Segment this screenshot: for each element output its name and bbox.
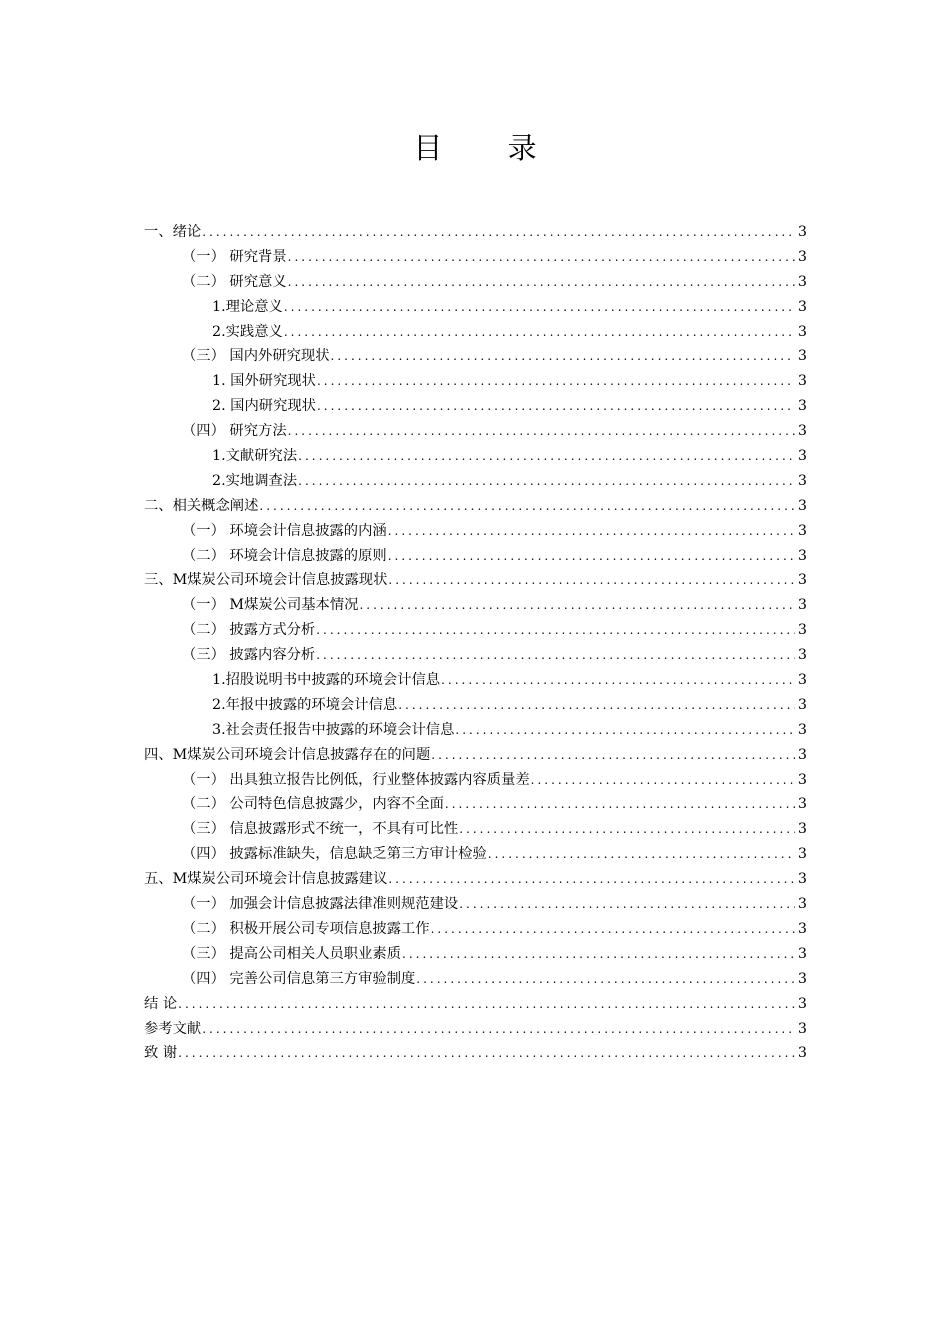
toc-entry-label: （二） 披露方式分析 [182,622,316,639]
toc-entry-page: 3 [797,423,807,440]
dot-leader [359,593,794,618]
toc-entry[interactable] [144,1017,807,1042]
dot-leader [316,618,795,643]
toc-entry-page: 3 [797,448,807,465]
toc-entry[interactable] [144,270,807,295]
toc-entry[interactable] [144,544,807,569]
toc-entry-label: 1.招股说明书中披露的环境会计信息 [212,672,441,689]
toc-entry-label: 三、M煤炭公司环境会计信息披露现状 [144,572,388,589]
toc-entry-page: 3 [797,224,807,240]
toc-entry[interactable] [144,419,807,444]
toc-entry-page: 3 [797,796,807,813]
toc-entry-label: （三） 国内外研究现状 [182,348,330,365]
dot-leader [388,519,795,544]
toc-entry-label: 2.年报中披露的环境会计信息 [212,696,398,713]
toc-entry[interactable] [144,394,807,419]
dot-leader [388,568,795,593]
toc-entry-label: （三） 披露内容分析 [182,647,316,664]
dot-leader [316,643,795,668]
toc-entry-label: 1.文献研究法 [212,448,298,465]
toc-entry-page: 3 [797,472,807,489]
toc-entry[interactable] [144,494,807,519]
toc-entry-label: 1. 国外研究现状 [212,373,316,390]
dot-leader [331,344,795,369]
toc-entry-label: （一） 研究背景 [182,248,287,265]
toc-entry[interactable] [144,295,807,320]
toc-entry[interactable] [144,320,807,345]
toc-entry-label: （一） 环境会计信息披露的内涵 [182,522,387,539]
toc-entry[interactable] [144,643,807,668]
toc-entry-page: 3 [797,746,807,763]
dot-leader [288,419,795,444]
toc-entry[interactable] [144,917,807,942]
toc-entry-label: （一） 加强会计信息披露法律准则规范建设 [182,896,459,913]
toc-entry-label: （二） 环境会计信息披露的原则 [182,547,387,564]
dot-leader [398,693,795,718]
toc-entry-page: 3 [797,672,807,689]
toc-entry-page: 3 [797,721,807,738]
toc-entry-page: 3 [797,771,807,788]
toc-entry[interactable] [144,743,807,768]
dot-leader [298,444,795,469]
dot-leader [431,743,795,768]
toc-entry-label: 2.实践意义 [212,323,283,340]
toc-entry-page: 3 [797,821,807,838]
toc-entry[interactable] [144,369,807,394]
toc-entry-page: 3 [797,298,807,315]
toc-entry-label: （四） 完善公司信息第三方审验制度 [182,970,416,987]
toc-entry[interactable] [144,817,807,842]
dot-leader [298,469,795,494]
toc-entry[interactable] [144,444,807,469]
toc-entry[interactable] [144,593,807,618]
dot-leader [388,867,795,892]
toc-entry-label: 四、M煤炭公司环境会计信息披露存在的问题 [144,746,431,763]
toc-entry-page: 3 [797,597,807,614]
toc-entry-label: （二） 公司特色信息披露少，内容不全面 [182,796,444,813]
toc-entry-label: 2.实地调查法 [212,472,298,489]
toc-entry-page: 3 [797,348,807,365]
dot-leader [284,295,795,320]
toc-entry-page: 3 [797,647,807,664]
toc-entry-page: 3 [797,497,807,514]
toc-entry-page: 3 [797,896,807,913]
dot-leader [284,320,795,345]
toc-entry-label: 一、绪论 [144,224,202,240]
toc-entry-page: 3 [797,572,807,589]
toc-entry-page: 3 [797,995,807,1012]
toc-entry-label: 致 谢 [144,1045,178,1062]
dot-leader [445,792,795,817]
toc-entry-label: （四） 披露标准缺失，信息缺乏第三方审计检验 [182,846,487,863]
toc-entry-label: 结 论 [144,995,178,1012]
toc-entry[interactable] [144,220,807,245]
toc-entry-label: 2. 国内研究现状 [212,398,316,415]
toc-entry-page: 3 [797,696,807,713]
toc-entry[interactable] [144,1041,807,1066]
toc-entry[interactable] [144,519,807,544]
dot-leader [288,245,795,270]
toc-entry[interactable] [144,344,807,369]
dot-leader [441,668,795,693]
toc-entry-page: 3 [797,323,807,340]
toc-entry-label: 五、M煤炭公司环境会计信息披露建议 [144,871,388,888]
toc-entry[interactable] [144,792,807,817]
page-title: 目 录 [413,131,565,165]
dot-leader [488,842,795,867]
toc-entry-label: （三） 提高公司相关人员职业素质 [182,945,401,962]
toc-entry[interactable] [144,245,807,270]
toc-entry[interactable] [144,718,807,743]
dot-leader [317,369,795,394]
toc-entry[interactable] [144,967,807,992]
toc-entry[interactable] [144,942,807,967]
toc-entry-page: 3 [797,622,807,639]
toc-entry-page: 3 [797,398,807,415]
dot-leader [288,270,795,295]
toc-entry[interactable] [144,668,807,693]
table-of-contents [144,220,807,1066]
dot-leader [202,1017,795,1042]
toc-entry-page: 3 [797,373,807,390]
toc-entry-page: 3 [797,945,807,962]
dot-leader [431,917,795,942]
toc-entry[interactable] [144,618,807,643]
dot-leader [202,220,795,245]
dot-leader [317,394,795,419]
toc-entry-page: 3 [797,522,807,539]
toc-entry-page: 3 [797,970,807,987]
dot-leader [178,992,795,1017]
toc-entry-page: 3 [797,248,807,265]
dot-leader [178,1041,795,1066]
dot-leader [455,718,795,743]
toc-entry-label: （一） M煤炭公司基本情况 [182,597,359,614]
toc-entry-label: 3.社会责任报告中披露的环境会计信息 [212,721,455,738]
dot-leader [416,967,795,992]
toc-entry-label: （二） 研究意义 [182,273,287,290]
toc-entry[interactable] [144,768,807,793]
toc-entry-label: （四） 研究方法 [182,423,287,440]
toc-entry-label: 1.理论意义 [212,298,283,315]
dot-leader [459,817,795,842]
toc-entry-page: 3 [797,1020,807,1037]
toc-entry[interactable] [144,867,807,892]
toc-entry-page: 3 [797,920,807,937]
toc-entry-page: 3 [797,871,807,888]
toc-entry[interactable] [144,892,807,917]
toc-entry-page: 3 [797,273,807,290]
toc-entry[interactable] [144,568,807,593]
dot-leader [388,544,795,569]
toc-entry[interactable] [144,842,807,867]
toc-entry[interactable] [144,469,807,494]
dot-leader [402,942,795,967]
toc-entry[interactable] [144,992,807,1017]
toc-entry-page: 3 [797,1045,807,1062]
toc-entry-label: （二） 积极开展公司专项信息披露工作 [182,920,430,937]
toc-entry-label: 参考文献 [144,1020,202,1037]
toc-entry-label: 二、相关概念阐述 [144,497,259,514]
toc-entry-page: 3 [797,547,807,564]
toc-entry-page: 3 [797,846,807,863]
dot-leader [531,768,795,793]
toc-entry[interactable] [144,693,807,718]
dot-leader [259,494,795,519]
toc-entry-label: （一） 出具独立报告比例低，行业整体披露内容质量差 [182,771,530,788]
toc-entry-label: （三） 信息披露形式不统一，不具有可比性 [182,821,459,838]
dot-leader [459,892,795,917]
